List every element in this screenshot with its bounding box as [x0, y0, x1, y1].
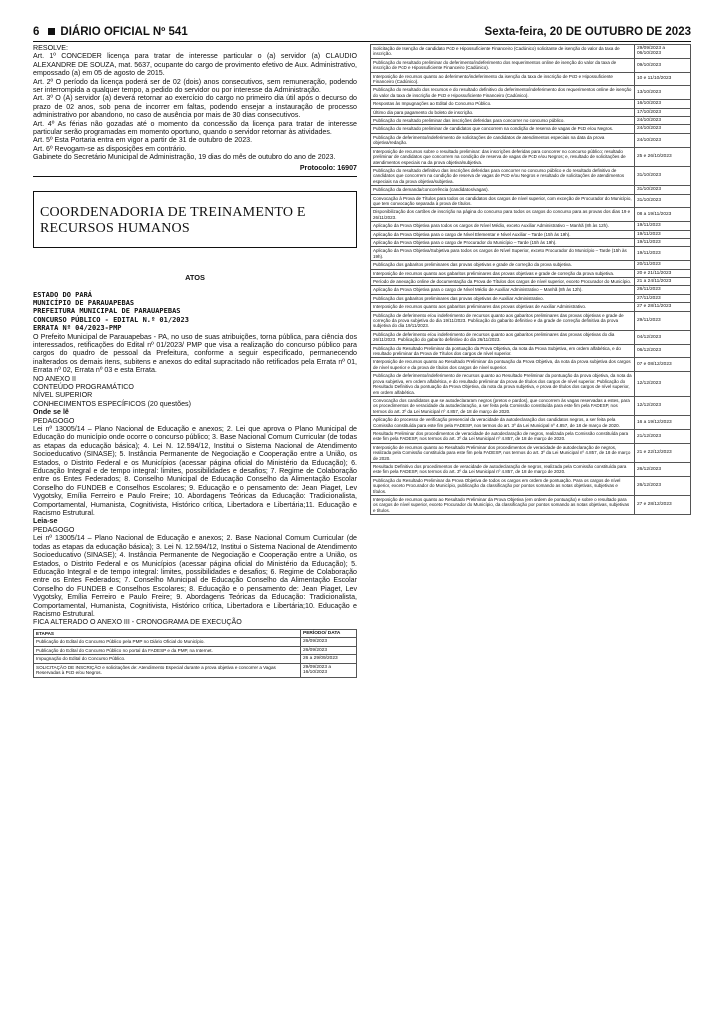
conhecimentos-label: CONHECIMENTOS ESPECÍFICOS (20 questões) — [33, 399, 191, 408]
table-row — [371, 222, 691, 230]
table-row — [371, 86, 691, 100]
stage-cell: ETAPAS — [34, 629, 301, 638]
pedagogo-label-2: PEDAGOGO — [33, 525, 75, 534]
stage-cell: Interposição de recursos quanto aos gabaritos preliminares das provas objetivas de Auxiliar Administrativo. — [371, 303, 635, 311]
table-row — [371, 372, 691, 397]
page-number: 6 — [33, 26, 40, 38]
table-row — [371, 358, 691, 372]
stage-cell: Aplicação da Prova Objetiva para todos os cargos de Nível Médio, exceto Auxiliar Administrativo – Manhã (8h às 12h). — [371, 222, 635, 230]
stage-cell: Aplicação da Prova Objetiva/Subjetiva para todos os cargos de Nível Superior, exceto Procurador do Município – Tarde (15h às 19h). — [371, 247, 635, 261]
table-row — [371, 476, 691, 495]
stage-cell: Publicação do Resultado Preliminar da pontuação da Prova Objetiva, da nota da Prova Subjetiva, em ordem alfabética, e do resultado preliminar da Prova de Títulos dos cargos de nível superior. — [371, 344, 635, 358]
table-row — [371, 286, 691, 294]
table-row — [371, 58, 691, 72]
date-cell: 04/12/2023 — [635, 330, 691, 344]
table-row — [371, 396, 691, 415]
date-cell: 26/12/2023 — [635, 476, 691, 495]
atos-heading: ATOS — [185, 273, 205, 283]
stage-cell: Publicação do Edital do Concurso Público pela PMP no Diário Oficial do Município. — [34, 638, 301, 647]
table-row — [371, 261, 691, 269]
schedule-table-right — [370, 44, 691, 515]
date-cell: 31/10/2023 — [635, 186, 691, 194]
stage-cell: Publicação de deferimento/indeferimento de solicitações de candidatos de atendimentos especiais na data da prova objetiva/redação. — [371, 133, 635, 147]
stage-cell: Último dia para pagamento do boleto de inscrição. — [371, 108, 635, 116]
stage-cell: Resultado Preliminar dos procedimentos de veracidade de autodeclaração de negros, realizada pela Comissão constituída para este fim pela FADESP, nos termos do art. 3º da Lei Municipal nº 4.857, de 18 de março de 2020. — [371, 429, 635, 443]
stage-cell: Publicação do resultado definitivo das inscrições deferidas para concorrer no concurso público e do resultado definitivo de candidatos que concorrem na condição de reserva de vagas de PcD e/ou Negros e resultado de solicitações de atendimentos especiais na da prova objetiva/subjetiva. — [371, 166, 635, 185]
table-row — [371, 443, 691, 462]
left-column — [33, 44, 357, 678]
stage-cell: Disponibilização dos cartões de inscrição na página do concurso para todos os cargos do concurso para as provas dos dias 19 e 26/11/2023. — [371, 208, 635, 222]
table-row — [371, 496, 691, 515]
stage-cell: Convocação dos candidatos que se autodeclararam negros (pretos e pardos), que concorrem às vagas reservadas a estes, para os procedimentos de veracidade da autodeclaração, a ser feita pela Comissão constituída para este fim pela FADESP, nos termos do art. 3º da Lei Municipal nº 4.857, de 18 de março de 2020. — [371, 396, 635, 415]
right-column — [370, 44, 691, 515]
stage-cell: Publicação do resultado preliminar das inscrições deferidas para concorrer no concurso público. — [371, 117, 635, 125]
table-row — [371, 186, 691, 194]
stage-cell: Aplicação da Prova Objetiva para o cargo de Nível Médio de Auxiliar Administrativo – Manhã (8h às 12h). — [371, 286, 635, 294]
anexo-label: NO ANEXO II — [33, 374, 76, 383]
content-new: Lei nº 13005/14 – Plano Nacional de Educação e anexos; 2. Base Nacional Comum Curricular (de todas as etapas da educação básica); 3. Lei N. 12.594/12, Institui o Sistema Nacional de Atendimento Socioeducativo (SINASE); 4. Instância Permanente de Negociação e Cooperação entre a União, os Estados, o Distrito Federal e os Municípios (acessar página oficial do Ministério da Educação); 5. Educação Integral e de tempo integral: limites, possibilidades e desafios; 6. Regime de Colaboração entre os Entes Federados; 7. Conselho Municipal de Educação Conselho da Alimentação Escolar Conselho do FUNDEB e Conselhos Escolares; 8. Educação e o pensamento de: Jean Piaget, Lev Vygotsky, Emília Ferreiro e Paulo Freire; 9. Abordagens Teóricas da Educação: Tradicionalista, Comportamental, Humanista, Cognitivista, Histórico crítica, Libertadora e Libertária;10. Educação e Racismo Estrutural. — [33, 534, 357, 618]
date-cell: 21/12/2023 — [635, 429, 691, 443]
municipality-heading: MUNICÍPIO DE PARAUAPEBAS — [33, 298, 135, 307]
stage-cell: Impugnação do Edital do Concurso Público. — [34, 655, 301, 664]
date-cell: 17/10/2023 — [635, 108, 691, 116]
date-cell: 21 e 22/12/2023 — [635, 443, 691, 462]
table-row — [371, 247, 691, 261]
stage-cell: Publicação de deferimento e/ou indeferimento de recursos quanto aos gabaritos preliminares das provas objetivas do dia 26/11/2023. Publicação do gabarito definitivo do dia 26/11/2023. — [371, 330, 635, 344]
date-cell: 19/11/2023 — [635, 247, 691, 261]
stage-cell: Resultado Definitivo dos procedimentos de veracidade de autodeclaração de negros, realizada pela Comissão constituída para este fim pela FADESP, nos termos do art. 3º da Lei Municipal nº 4.857, de 18 de março de 2020. — [371, 462, 635, 476]
table-row — [371, 429, 691, 443]
square-bullet-icon — [48, 28, 55, 35]
onde-se-le: Onde se lê — [33, 408, 69, 417]
prefecture-heading: PREFEITURA MUNICIPAL DE PARAUAPEBAS — [33, 307, 181, 316]
date-cell: 19/11/2023 — [635, 222, 691, 230]
leia-se: Leia-se — [33, 517, 58, 526]
table-row — [371, 269, 691, 277]
date-cell: 31/10/2023 — [635, 194, 691, 208]
date-cell: PERÍODO/ DATA — [301, 629, 357, 638]
stage-cell: Convocação à Prova de Títulos para todos os candidatos dos cargos de nível superior, com exceção de Procurador do Município, que tem convocação separada à prova de títulos. — [371, 194, 635, 208]
table-row — [371, 100, 691, 108]
date-cell: 26/09/2023 — [301, 646, 357, 655]
table-row — [371, 45, 691, 59]
protocol-number: Protocolo: 16907 — [299, 163, 357, 172]
date-cell: 24/10/2023 — [635, 117, 691, 125]
table-row — [34, 663, 357, 677]
stage-cell: SOLICITAÇÃO DE INSCRIÇÃO e solicitações de: Atendimento Especial durante a prova objetiva e concorrer a Vagas Reservadas à PcD e/ou Negros. — [34, 663, 301, 677]
table-row — [371, 125, 691, 133]
section-title: COORDENADORIA DE TREINAMENTO E RECURSOS HUMANOS — [33, 191, 357, 248]
stage-cell: Interposição de recursos quanto aos gabaritos preliminares das provas objetivas e grade de correção da prova subjetiva. — [371, 269, 635, 277]
date-cell: 25 e 26/10/2023 — [635, 147, 691, 166]
errata-heading: ERRATA Nº 04/2023-PMP — [33, 324, 122, 333]
table-row — [371, 208, 691, 222]
contest-heading: CONCURSO PÚBLICO - EDITAL N.º 01/2023 — [33, 315, 189, 324]
table-row — [34, 655, 357, 664]
table-row — [371, 278, 691, 286]
table-row — [371, 238, 691, 246]
stage-cell: Interposição de recursos quanto ao Resultado Preliminar dos procedimentos de veracidade de autodeclaração de negros, realizada pela Comissão constituída para este fim pela FADESP, nos termos do art. 3º da Lei Municipal nº 4.857, de 18 de março de 2020. — [371, 443, 635, 462]
article-1: Art. 1º CONCEDER licença para tratar de interesse particular o (a) servidor (a) CLAUDIO ALEXANDRE DE SOUZA, mat. 5637, ocupante do cargo de provimento efetivo de Aux. Administrativo, empossado (a) em 05 de agosto de 2015. — [33, 52, 357, 78]
conteudo-label: CONTEÚDO PROGRAMÁTICO — [33, 382, 134, 391]
table-row — [34, 638, 357, 647]
date-cell: 16/10/2023 — [635, 100, 691, 108]
table-row — [371, 108, 691, 116]
table-row — [371, 230, 691, 238]
stage-cell: Publicação do Resultado Preliminar da Prova Objetiva de todos os cargos em ordem de pontuação. Para os cargos de nível superior, exceto Procurador do Município, publicação da classificação por pontos somando as notas objetivas, subjetivas e títulos. — [371, 476, 635, 495]
table-row — [371, 462, 691, 476]
stage-cell: Aplicação da Prova Objetiva para o cargo de Procurador do Município – Tarde (15h às 19h). — [371, 238, 635, 246]
date-cell: 09/10/2023 — [635, 58, 691, 72]
stage-cell: Interposição de recursos quanto ao Resultado Preliminar da pontuação da Prova Objetiva, da nota da prova subjetiva dos cargos de nível superior e da prova de títulos dos cargos de nível superior. — [371, 358, 635, 372]
stage-cell: Publicação dos gabaritos preliminares das provas objetivas e grade de correção da prova subjetiva. — [371, 261, 635, 269]
divider — [33, 176, 357, 177]
table-row — [371, 303, 691, 311]
date-cell: 06/12/2023 — [635, 344, 691, 358]
date-cell: 31/10/2023 — [635, 166, 691, 185]
stage-cell: Publicação de deferimento/indeferimento de recursos quanto ao Resultado Preliminar da pontuação da prova objetiva, da nota da prova subjetiva, em ordem alfabética, e do resultado preliminar da prova de títulos dos cargos de nível superior. Publicação do Resultado Definitivo da pontuação da Prova Objetiva, da nota da prova subjetiva, e prova de títulos dos cargos de nível superior, em ordem alfabética. — [371, 372, 635, 397]
stage-cell: Publicação do resultado preliminar de candidatos que concorrem na condição de reserva de vagas de PcD e/ou Negros. — [371, 125, 635, 133]
stage-cell: Interposição de recursos quanto ao Resultado Preliminar da Prova Objetiva (em ordem de pontuação) e sobre o resultado para os cargos de nível superior, exceto Procurador do Município, da classificação por pontos somando as notas objetivas, subjetivas e títulos. — [371, 496, 635, 515]
stage-cell: Solicitação de Isenção de candidato PcD e Hipossuficiente Financeiro (Cadúnico) solicitante de isenção do valor da taxa de inscrição. — [371, 45, 635, 59]
gabinete-signature: Gabinete do Secretário Municipal de Administração, 19 dias do mês de outubro do ano de 2023. — [33, 153, 336, 162]
table-row — [371, 166, 691, 185]
table-row — [371, 311, 691, 330]
intro-paragraph: O Prefeito Municipal de Parauapebas - PA, no uso de suas atribuições, torna pública, para ciência dos interessados, retificações do Edital nº 01/2023/ PMP que visa a realização do concurso público para cargos do quadro de pessoal da Prefeitura, conforme a seguir especificado, permanecendo inalterados os demais itens, subitens e anexos do edital supracitado não retificados pela Errata nº 01, Errata nº 02, Errata nº 03 e esta Errata. — [33, 332, 357, 375]
fica-alterado: FICA ALTERADO O ANEXO III - CRONOGRAMA DE EXECUÇÃO — [33, 618, 242, 627]
date-cell: 08 a 19/11/2023 — [635, 208, 691, 222]
stage-cell: Publicação de deferimento e/ou indeferimento de recursos quanto aos gabaritos preliminares das provas objetivas e grade de correção da prova subjetiva do dia 19/11/2023. Publicação do gabarito definitivo e da grade de correção definitiva da prova subjetiva do dia 19/11/2023. — [371, 311, 635, 330]
date-cell: 26/11/2023 — [635, 286, 691, 294]
table-row — [371, 344, 691, 358]
table-row — [34, 646, 357, 655]
stage-cell: Publicação do resultado preliminar do deferimento/indeferimento dos requerimentos online de isenção do valor da taxa de inscrição de PcD e Hipossuficiente Financeiro (Cadúnico). — [371, 58, 635, 72]
date-cell: 27 e 28/11/2023 — [635, 303, 691, 311]
schedule-table-left — [33, 629, 357, 678]
date-cell: 29/09/2023 a 16/10/2023 — [301, 663, 357, 677]
date-cell: 24/10/2023 — [635, 125, 691, 133]
resolve: RESOLVE: — [33, 44, 68, 52]
page-header — [33, 20, 691, 42]
table-row — [371, 72, 691, 86]
stage-cell: Aplicação do processo de verificação presencial da veracidade da autodeclaração dos candidatos negros, a ser feita pela Comissão constituída para este fim pela FADESP, nos termos do art. 3º da Lei Municipal nº 4.857, de 18 de março de 2020. — [371, 416, 635, 430]
date-cell: 26 a 29/09/2023 — [301, 655, 357, 664]
journal-title: DIÁRIO OFICIAL Nº 541 — [60, 26, 188, 38]
stage-cell: Publicação do resultado dos recursos e do resultado definitivo do deferimento/indeferimento dos requerimentos online de isenção do valor da taxa de inscrição de PcD e Hipossuficiente Financeiro (Cadúnico). — [371, 86, 635, 100]
header-left — [33, 26, 193, 38]
date-cell: 16 a 19/12/2023 — [635, 416, 691, 430]
article-4: Art. 4º As férias não gozadas até o momento da concessão da licença para tratar de interesse particular serão programadas em momento oportuno, quando o servidor retornar às atividades. — [33, 119, 357, 137]
stage-cell: Publicação da demanda/concorrência (candidatos/vagas). — [371, 186, 635, 194]
date-cell: 24/10/2023 — [635, 133, 691, 147]
date-cell: 29/11/2023 — [635, 311, 691, 330]
date-cell: 20/11/2023 — [635, 261, 691, 269]
table-row — [371, 330, 691, 344]
stage-cell: Interposição de recursos sobre o resultado preliminar: das inscrições deferidas para concorrer no concurso público; resultado preliminar de candidatos que concorrem na condição de reserva de vagas de PcD e/ou Negros; e, resultado de solicitações de atendimentos especiais na da prova objetiva/subjetiva. — [371, 147, 635, 166]
date-cell: 29/09/2023 a 06/10/2023 — [635, 45, 691, 59]
table-row — [371, 117, 691, 125]
nivel-label: NÍVEL SUPERIOR — [33, 391, 93, 400]
stage-cell: Período de anexação online de documentação da Prova de Títulos dos cargos de nível superior, exceto Procurador do Município. — [371, 278, 635, 286]
article-2: Art. 2º O período da licença poderá ser de 02 (dois) anos consecutivos, sem remuneração, podendo ser interrompida a qualquer tempo, a pedido do servidor ou por interesse da Administração. — [33, 77, 357, 95]
header-date: Sexta-feira, 20 DE OUTUBRO DE 2023 — [484, 26, 691, 38]
date-cell: 10 e 11/10/2023 — [635, 72, 691, 86]
date-cell: 12/12/2023 — [635, 372, 691, 397]
table-row — [371, 194, 691, 208]
stage-cell: Interposição de recursos quanto ao deferimento/indeferimento da isenção da taxa de inscrição de PcD e Hipossuficiente Financeiro (Cadúnico). — [371, 72, 635, 86]
date-cell: 07 e 08/12/2023 — [635, 358, 691, 372]
article-3: Art. 3º O (A) servidor (a) deverá retornar ao exercício do cargo no primeiro dia útil após o decurso do prazo de 02 anos, sob pena de incorrer em faltas, podendo ensejar a instauração de processo administrativo por abandono, no caso de ausência por mais de 30 dias consecutivos. — [33, 94, 357, 120]
stage-cell: Publicação do Edital do Concurso Público no portal da FADESP e da PMP, na Internet. — [34, 646, 301, 655]
date-cell: 19/11/2023 — [635, 238, 691, 246]
stage-cell: Aplicação da Prova Objetiva para o cargo de Nível Elementar e Nível Auxiliar – Tarde (15h às 19h). — [371, 230, 635, 238]
date-cell: 27/11/2023 — [635, 294, 691, 302]
pedagogo-label-1: PEDAGOGO — [33, 416, 75, 425]
table-row — [371, 294, 691, 302]
date-cell: 26/09/2023 — [301, 638, 357, 647]
date-cell: 26/12/2023 — [635, 462, 691, 476]
table-row — [371, 416, 691, 430]
date-cell: 13/10/2023 — [635, 86, 691, 100]
article-5: Art. 5º Esta Portaria entra em vigor a partir de 31 de outubro de 2023. — [33, 136, 253, 145]
content-old: Lei nº 13005/14 – Plano Nacional de Educação e anexos; 2. Lei que aprova o Plano Municipal de Educação do município onde ocorre o concurso público; 3. Base Nacional Comum Curricular (de todas as etapas da educação básica); 4. Lei N. 12.594/12, Institui o Sistema Nacional de Atendimento Socioeducativo (SINASE); 5. Instância Permanente de Negociação e Cooperação entre a União, os Estados, o Distrito Federal e os Municípios (acessar página oficial do Ministério da Educação); 6. Educação Integral e de tempo integral: limites, possibilidades e desafios; 7. Regime de Colaboração entre os Entes Federados; 8. Conselho Municipal de Educação Conselho da Alimentação Escolar Conselho do FUNDEB e Conselhos Escolares; 9. Educação e o pensamento de: Jean Piaget, Lev Vygotsky, Emília Ferreiro e Paulo Freire; 10. Abordagens Teóricas da Educação: Tradicionalista, Comportamental, Humanista, Cognitivista, Histórico crítica, Libertadora e Libertária;11. Educação e Racismo Estrutural. — [33, 425, 357, 518]
table-header-row — [34, 629, 357, 638]
state-heading: ESTADO DO PARÁ — [33, 290, 93, 299]
table-row — [371, 147, 691, 166]
date-cell: 12/12/2023 — [635, 396, 691, 415]
date-cell: 27 e 28/12/2023 — [635, 496, 691, 515]
date-cell: 19/11/2023 — [635, 230, 691, 238]
table-row — [371, 133, 691, 147]
stage-cell: Publicação dos gabaritos preliminares das provas objetivas de Auxiliar Administrativo. — [371, 294, 635, 302]
article-6: Art. 6º Revogam-se as disposições em contrário. — [33, 144, 187, 153]
stage-cell: Respostas às Impugnações ao Edital do Concurso Público. — [371, 100, 635, 108]
date-cell: 20 e 21/11/2023 — [635, 269, 691, 277]
date-cell: 21 a 24/11/2023 — [635, 278, 691, 286]
